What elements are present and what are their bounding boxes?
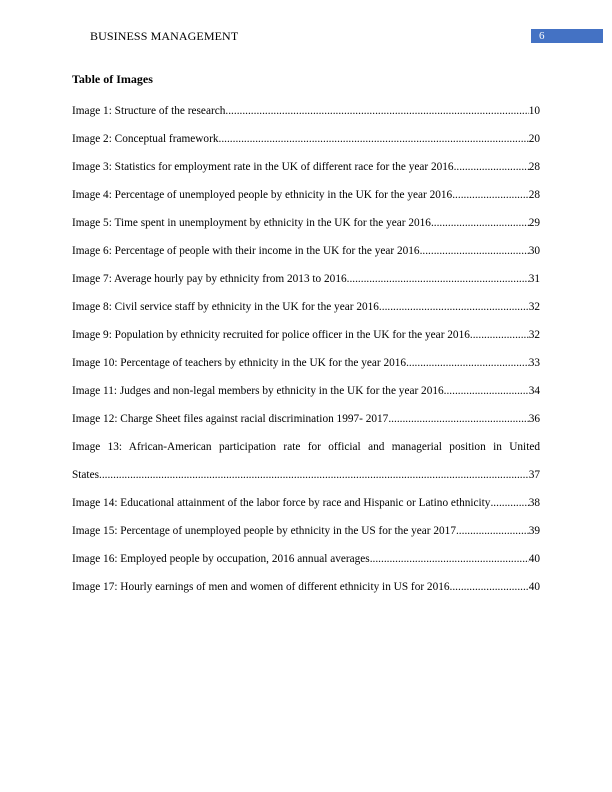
dot-leader (379, 300, 529, 314)
toc-entry-label: Image 12: Charge Sheet files against racial discrimination 1997- 2017 (72, 413, 389, 425)
toc-entry[interactable] (72, 412, 540, 440)
toc-entry[interactable] (72, 216, 540, 244)
dot-leader (431, 216, 529, 230)
toc-entry[interactable] (72, 188, 540, 216)
toc-entry[interactable] (72, 356, 540, 384)
toc-entry-page: 38 (528, 497, 540, 509)
toc-entry-page: 31 (528, 273, 540, 285)
toc-entry[interactable] (72, 272, 540, 300)
toc-entry[interactable] (72, 328, 540, 356)
toc-entry-label: Image 2: Conceptual framework (72, 133, 219, 145)
toc-entry-label: Image 15: Percentage of unemployed people by ethnicity in the US for the year 2017 (72, 525, 456, 537)
toc-entry-label: Image 14: Educational attainment of the labor force by race and Hispanic or Latino ethnicity (72, 497, 491, 509)
toc-entry-page: 33 (528, 357, 540, 369)
toc-entry-label: Image 11: Judges and non-legal members by ethnicity in the UK for the year 2016 (72, 385, 444, 397)
toc-entry-label: Image 16: Employed people by occupation, 2016 annual averages (72, 553, 370, 565)
toc-entry[interactable] (72, 244, 540, 272)
dot-leader (454, 160, 529, 174)
toc-entry-label: Image 10: Percentage of teachers by ethnicity in the UK for the year 2016 (72, 357, 407, 369)
dot-leader (347, 272, 529, 286)
dot-leader (456, 524, 529, 538)
page-number-badge: 6 (531, 29, 603, 43)
dot-leader (420, 244, 529, 258)
dot-leader (470, 328, 529, 342)
toc-entry[interactable] (72, 160, 540, 188)
toc-entry[interactable] (72, 580, 540, 608)
toc-entry-label: Image 3: Statistics for employment rate in the UK of different race for the year 2016 (72, 161, 454, 173)
toc-entry-page: 20 (528, 133, 540, 145)
toc-entry-page: 10 (528, 105, 540, 117)
toc-entry[interactable] (72, 132, 540, 160)
dot-leader (406, 356, 529, 370)
toc-entry-label: Image 4: Percentage of unemployed people by ethnicity in the UK for the year 2016 (72, 189, 453, 201)
dot-leader (490, 496, 528, 510)
toc-entry-page: 28 (528, 189, 540, 201)
toc-entry-label: Image 1: Structure of the research (72, 105, 226, 117)
toc-entry-page: 36 (528, 413, 540, 425)
dot-leader (370, 552, 529, 566)
toc-entry-label: Image 6: Percentage of people with their income in the UK for the year 2016 (72, 245, 420, 257)
toc-entry-label: Image 7: Average hourly pay by ethnicity from 2013 to 2016 (72, 273, 347, 285)
dot-leader (388, 412, 528, 426)
table-of-images (72, 104, 540, 608)
toc-entry-page: 37 (528, 469, 540, 481)
toc-entry[interactable] (72, 104, 540, 132)
toc-entry-label-line1: Image 13: African-American participation rate for official and managerial position in United (72, 441, 540, 453)
toc-entry-page: 40 (528, 581, 540, 593)
toc-heading: Table of Images (72, 72, 153, 86)
toc-entry-page: 29 (528, 217, 540, 229)
toc-entry-page: 32 (528, 301, 540, 313)
toc-entry-label-line2: States (72, 469, 99, 481)
dot-leader (450, 580, 529, 594)
dot-leader (99, 468, 529, 482)
toc-entry-label: Image 8: Civil service staff by ethnicity in the UK for the year 2016 (72, 301, 379, 313)
dot-leader (452, 188, 528, 202)
toc-entry-label: Image 9: Population by ethnicity recruited for police officer in the UK for the year 2016 (72, 329, 470, 341)
toc-entry-page: 40 (528, 553, 540, 565)
toc-entry-page: 28 (528, 161, 540, 173)
toc-entry-page: 32 (528, 329, 540, 341)
toc-entry[interactable] (72, 496, 540, 524)
dot-leader (444, 384, 529, 398)
dot-leader (225, 104, 528, 118)
toc-entry[interactable] (72, 552, 540, 580)
toc-entry-page: 39 (528, 525, 540, 537)
toc-entry-label: Image 17: Hourly earnings of men and women of different ethnicity in US for 2016 (72, 581, 450, 593)
toc-entry-page: 34 (528, 385, 540, 397)
running-header-title: BUSINESS MANAGEMENT (90, 29, 239, 43)
toc-entry-label: Image 5: Time spent in unemployment by ethnicity in the UK for the year 2016 (72, 217, 431, 229)
toc-entry-page: 30 (528, 245, 540, 257)
toc-entry[interactable] (72, 300, 540, 328)
toc-entry[interactable] (72, 524, 540, 552)
toc-entry-wrapped[interactable] (72, 440, 540, 496)
toc-entry[interactable] (72, 384, 540, 412)
dot-leader (219, 132, 529, 146)
